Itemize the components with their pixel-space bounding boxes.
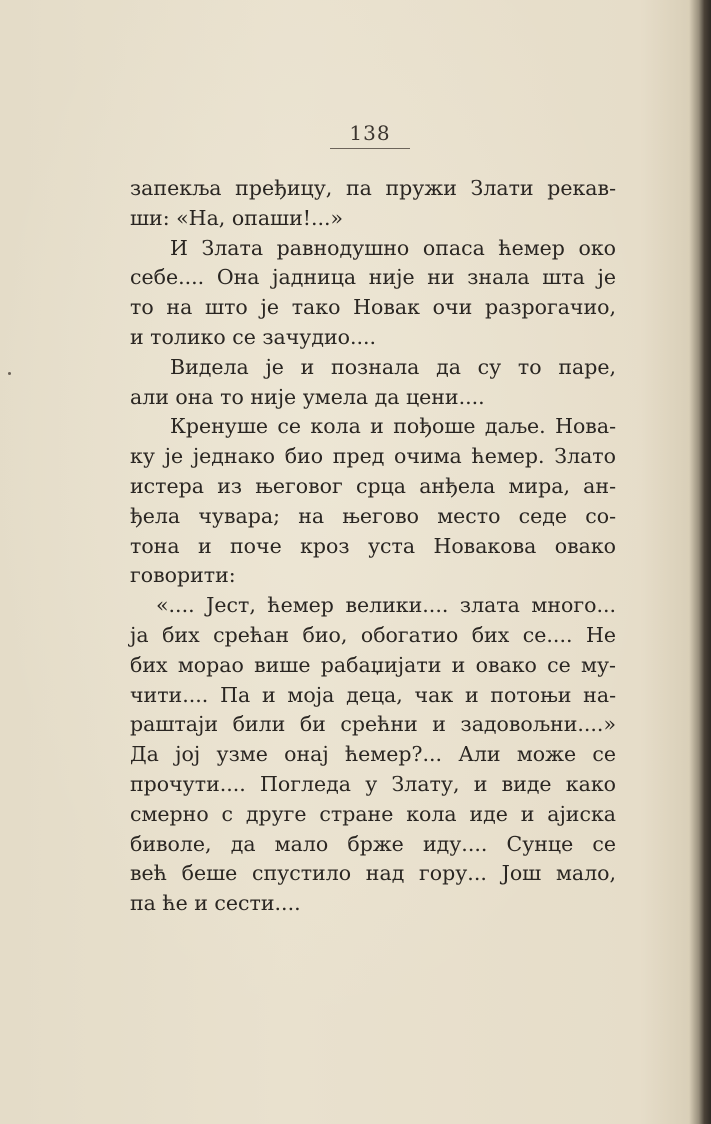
- text-line: то на што је тако Новак очи разрогачио,: [130, 295, 616, 320]
- text-line: па ће и сести....: [130, 891, 301, 916]
- text-line: биволе, да мало брже иду.... Сунце се: [130, 831, 616, 856]
- text-line: Да јој узме онај ћемер?... Али може се: [130, 742, 616, 767]
- text-line: ку је једнако био пред очима ћемер. Злато: [130, 444, 616, 469]
- text-line: И Злата равнодушно опаса ћемер око: [170, 235, 616, 260]
- text-line: прочути.... Погледа у Злату, и виде како: [130, 771, 616, 796]
- text-line: бих морао више рабаџијати и овако се му-: [130, 652, 616, 677]
- text-line: себе.... Она јадница није ни знала шта је: [130, 265, 616, 290]
- text-line: и толико се зачудио....: [130, 324, 377, 349]
- text-line: ши: «На, опаши!...»: [130, 205, 344, 230]
- text-line: ја бих срећан био, обогатио бих се.... Не: [130, 622, 616, 647]
- text-line: истера из његовог срца анђела мира, ан-: [130, 473, 616, 498]
- text-line: Видела је и познала да су то паре,: [170, 354, 616, 379]
- text-line: ђела чувара; на његово место седе со-: [130, 503, 616, 528]
- text-line: тона и поче кроз уста Новакова овако: [130, 533, 616, 558]
- page-number-rule: [330, 148, 410, 149]
- text-line: смерно с друге стране кола иде и ајиска: [130, 801, 616, 826]
- page-number: 138: [349, 121, 391, 145]
- text-line: запекља пређицу, па пружи Злати рекав-: [130, 176, 616, 200]
- text-line: «.... Јест, ћемер велики.... злата много...: [156, 593, 616, 618]
- text-line: Кренуше се кола и пођоше даље. Нова-: [170, 414, 616, 439]
- text-line: раштаји били би срећни и задовољни....»: [130, 712, 616, 737]
- body-text: [130, 174, 616, 919]
- paper-speck: [8, 372, 11, 375]
- text-line: али она то није умела да цени....: [130, 384, 485, 409]
- text-line: већ беше спустило над гору... Још мало,: [130, 861, 616, 886]
- text-line: говорити:: [130, 563, 236, 588]
- text-line: чити.... Па и моја деца, чак и потоњи на-: [130, 682, 616, 707]
- book-spine-shadow: [689, 0, 711, 1124]
